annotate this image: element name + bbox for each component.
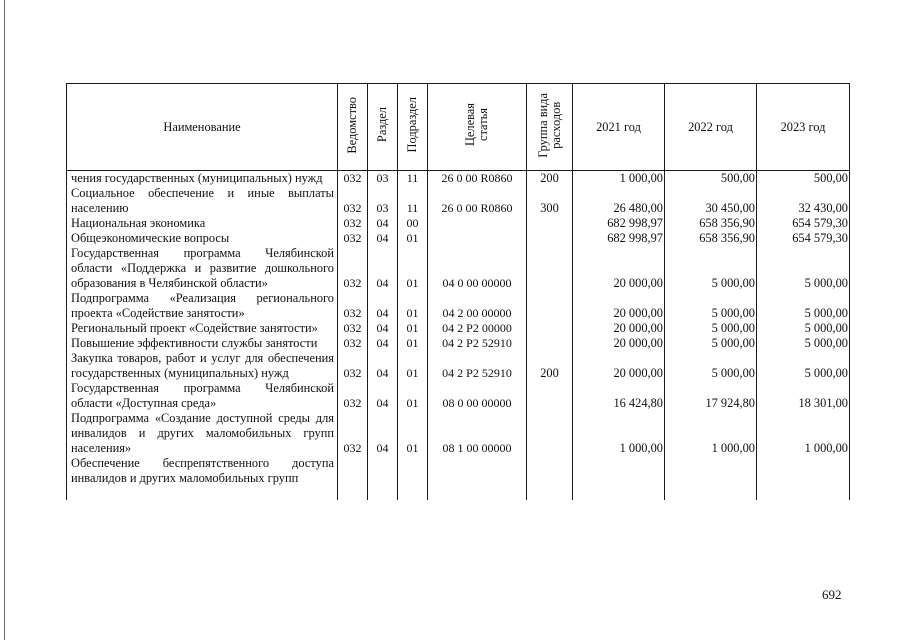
- cell-year-2022: 5 000,00: [665, 351, 757, 381]
- cell-year-2023: 5 000,00: [757, 321, 850, 336]
- cell-subsection: 01: [398, 411, 428, 456]
- cell-year-2022: [665, 456, 757, 486]
- header-year-2022: 2022 год: [665, 84, 757, 171]
- cell-year-2022: 658 356,90: [665, 231, 757, 246]
- cell-name: Государственная программа Челябинской области «Поддержка и развитие дошкольного образования в Челябинской области»: [67, 246, 338, 291]
- cell-expense-group: [527, 291, 573, 321]
- header-name: Наименование: [67, 84, 338, 171]
- cell-year-2021: 1 000,00: [573, 171, 665, 187]
- cell-name: Обеспечение беспрепятственного доступа инвалидов и других маломобильных групп: [67, 456, 338, 486]
- cell-year-2021: 26 480,00: [573, 186, 665, 216]
- cell-subsection: 11: [398, 171, 428, 187]
- cell-target-article: [428, 456, 527, 486]
- table-body: [67, 171, 850, 501]
- scan-edge-line: [4, 0, 5, 640]
- cell-year-2022: 5 000,00: [665, 291, 757, 321]
- cell-target-article: 04 2 P2 00000: [428, 321, 527, 336]
- cell-dept: 032: [338, 186, 368, 216]
- header-subsection: Подраздел: [398, 84, 428, 171]
- table-row: [67, 246, 850, 291]
- cell-target-article: 26 0 00 R0860: [428, 171, 527, 187]
- cell-year-2021: 20 000,00: [573, 351, 665, 381]
- cell-name: Государственная программа Челябинской области «Доступная среда»: [67, 381, 338, 411]
- cell-year-2023: 5 000,00: [757, 351, 850, 381]
- cell-dept: 032: [338, 231, 368, 246]
- cell-year-2023: 1 000,00: [757, 411, 850, 456]
- cell-subsection: 01: [398, 336, 428, 351]
- cell-subsection: 00: [398, 216, 428, 231]
- cell-section: 03: [368, 171, 398, 187]
- cell-target-article: 08 1 00 00000: [428, 411, 527, 456]
- cell-expense-group: [527, 411, 573, 456]
- cell-year-2022: 1 000,00: [665, 411, 757, 456]
- header-target-article: Целевая статья: [428, 84, 527, 171]
- cell-target-article: [428, 231, 527, 246]
- cell-year-2021: [573, 456, 665, 486]
- cell-year-2021: 20 000,00: [573, 336, 665, 351]
- cell-year-2022: 5 000,00: [665, 321, 757, 336]
- cell-year-2021: 20 000,00: [573, 291, 665, 321]
- cell-subsection: 01: [398, 246, 428, 291]
- header-section: Раздел: [368, 84, 398, 171]
- table-row: [67, 336, 850, 351]
- cell-name: Закупка товаров, работ и услуг для обеспечения государственных (муниципальных) нужд: [67, 351, 338, 381]
- cell-target-article: 04 2 00 00000: [428, 291, 527, 321]
- cell-year-2023: 500,00: [757, 171, 850, 187]
- cell-dept: 032: [338, 351, 368, 381]
- cell-year-2021: 20 000,00: [573, 321, 665, 336]
- cell-name: Общеэкономические вопросы: [67, 231, 338, 246]
- cell-year-2023: 654 579,30: [757, 216, 850, 231]
- cell-expense-group: 200: [527, 171, 573, 187]
- cell-expense-group: 200: [527, 351, 573, 381]
- table-row: [67, 351, 850, 381]
- cell-year-2021: 16 424,80: [573, 381, 665, 411]
- table-row: [67, 456, 850, 486]
- cell-name: Подпрограмма «Создание доступной среды для инвалидов и других маломобильных групп населения»: [67, 411, 338, 456]
- cell-section: 04: [368, 351, 398, 381]
- cell-expense-group: [527, 336, 573, 351]
- cell-year-2023: 5 000,00: [757, 336, 850, 351]
- cell-year-2022: 17 924,80: [665, 381, 757, 411]
- cell-target-article: 04 0 00 00000: [428, 246, 527, 291]
- cell-target-article: 08 0 00 00000: [428, 381, 527, 411]
- cell-subsection: 01: [398, 381, 428, 411]
- cell-year-2023: 654 579,30: [757, 231, 850, 246]
- cell-section: 04: [368, 381, 398, 411]
- cell-dept: 032: [338, 291, 368, 321]
- cell-subsection: 01: [398, 321, 428, 336]
- cell-expense-group: [527, 246, 573, 291]
- cell-dept: 032: [338, 411, 368, 456]
- cell-year-2022: 658 356,90: [665, 216, 757, 231]
- cell-year-2021: 20 000,00: [573, 246, 665, 291]
- cell-expense-group: [527, 381, 573, 411]
- cell-dept: 032: [338, 246, 368, 291]
- page-number: 692: [822, 587, 842, 602]
- cell-dept: 032: [338, 216, 368, 231]
- cell-name: Региональный проект «Содействие занятости»: [67, 321, 338, 336]
- cell-expense-group: [527, 231, 573, 246]
- cell-subsection: 11: [398, 186, 428, 216]
- cell-year-2022: 500,00: [665, 171, 757, 187]
- cell-expense-group: [527, 456, 573, 486]
- cell-year-2023: [757, 456, 850, 486]
- cell-year-2023: 5 000,00: [757, 246, 850, 291]
- table-continuation: [67, 486, 850, 500]
- cell-target-article: 04 2 P2 52910: [428, 336, 527, 351]
- cell-name: Повышение эффективности службы занятости: [67, 336, 338, 351]
- cell-expense-group: [527, 321, 573, 336]
- table-row: [67, 216, 850, 231]
- table-row: [67, 291, 850, 321]
- header-expense-group: Группа вида расходов: [527, 84, 573, 171]
- table-row: [67, 171, 850, 187]
- cell-target-article: 26 0 00 R0860: [428, 186, 527, 216]
- cell-section: 04: [368, 336, 398, 351]
- cell-section: 04: [368, 216, 398, 231]
- cell-year-2023: 5 000,00: [757, 291, 850, 321]
- budget-table: [66, 83, 850, 500]
- table-row: [67, 186, 850, 216]
- cell-name: Национальная экономика: [67, 216, 338, 231]
- cell-name: Социальное обеспечение и иные выплаты населению: [67, 186, 338, 216]
- cell-subsection: 01: [398, 231, 428, 246]
- table-row: [67, 321, 850, 336]
- cell-section: 04: [368, 246, 398, 291]
- cell-year-2021: 682 998,97: [573, 231, 665, 246]
- cell-target-article: 04 2 P2 52910: [428, 351, 527, 381]
- cell-target-article: [428, 216, 527, 231]
- cell-section: 04: [368, 291, 398, 321]
- table-row: [67, 231, 850, 246]
- cell-section: [368, 456, 398, 486]
- cell-year-2023: 18 301,00: [757, 381, 850, 411]
- cell-section: 04: [368, 231, 398, 246]
- cell-year-2023: 32 430,00: [757, 186, 850, 216]
- header-year-2023: 2023 год: [757, 84, 850, 171]
- cell-year-2022: 30 450,00: [665, 186, 757, 216]
- cell-dept: 032: [338, 321, 368, 336]
- cell-dept: [338, 456, 368, 486]
- cell-subsection: [398, 456, 428, 486]
- cell-subsection: 01: [398, 291, 428, 321]
- header-year-2021: 2021 год: [573, 84, 665, 171]
- cell-expense-group: 300: [527, 186, 573, 216]
- cell-section: 04: [368, 321, 398, 336]
- cell-expense-group: [527, 216, 573, 231]
- cell-section: 03: [368, 186, 398, 216]
- table-row: [67, 381, 850, 411]
- cell-year-2021: 682 998,97: [573, 216, 665, 231]
- header-dept: Ведомство: [338, 84, 368, 171]
- cell-year-2022: 5 000,00: [665, 246, 757, 291]
- cell-section: 04: [368, 411, 398, 456]
- table-row: [67, 411, 850, 456]
- cell-name: Подпрограмма «Реализация региональнoго проекта «Содействие занятости»: [67, 291, 338, 321]
- cell-dept: 032: [338, 381, 368, 411]
- cell-dept: 032: [338, 171, 368, 187]
- cell-name: чения государственных (муниципальных) нужд: [67, 171, 338, 187]
- cell-subsection: 01: [398, 351, 428, 381]
- cell-year-2021: 1 000,00: [573, 411, 665, 456]
- table-header-row: [67, 84, 850, 171]
- cell-dept: 032: [338, 336, 368, 351]
- cell-year-2022: 5 000,00: [665, 336, 757, 351]
